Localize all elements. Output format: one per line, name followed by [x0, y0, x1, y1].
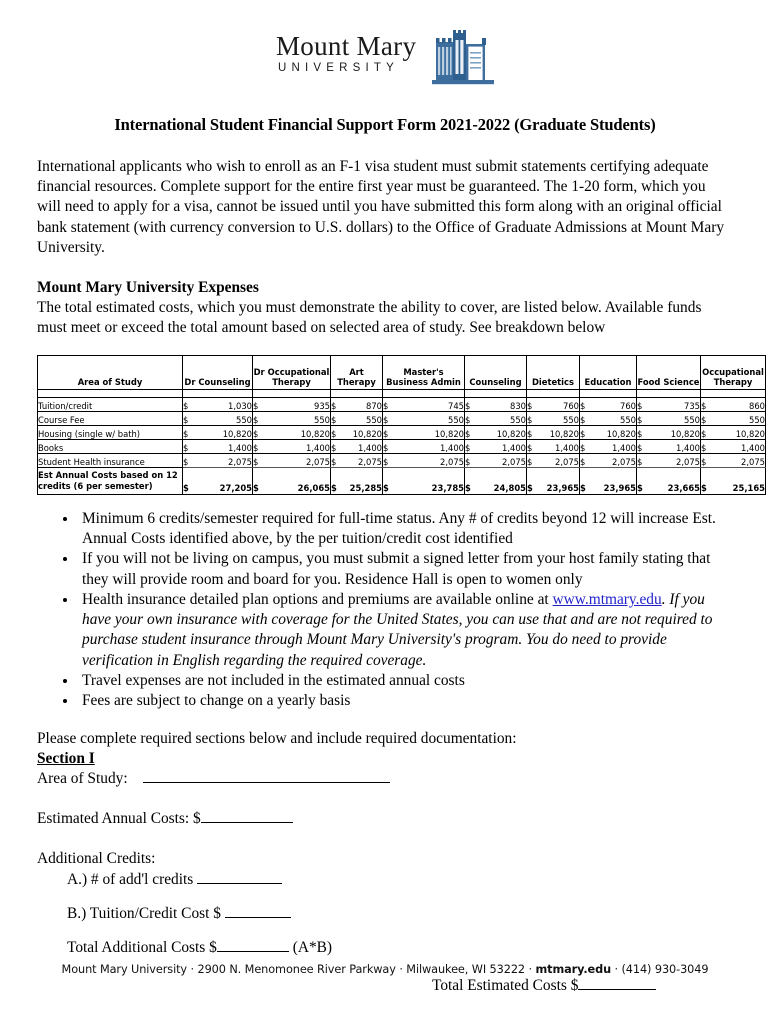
cell-tuition-education [580, 397, 637, 411]
cell-insurance-counseling [465, 453, 527, 467]
list-item: • Travel expenses are not included in the estimated annual costs [78, 671, 733, 691]
cell-value: 550 [236, 414, 252, 425]
cell-insurance-education [580, 453, 637, 467]
additional-credits-label-row [37, 849, 733, 869]
column-header-counseling: Counseling [465, 355, 527, 389]
university-tower-logo-mark [432, 30, 494, 88]
spacer-cell [527, 389, 580, 397]
currency-symbol: $ [183, 442, 189, 453]
currency-symbol: $ [527, 428, 533, 439]
currency-symbol: $ [527, 456, 533, 467]
currency-symbol: $ [331, 400, 337, 411]
cell-value: 10,820 [434, 428, 464, 439]
currency-symbol: $ [701, 400, 707, 411]
currency-symbol: $ [183, 456, 189, 467]
area-of-study-field-row [37, 769, 733, 789]
currency-symbol: $ [383, 400, 389, 411]
currency-symbol: $ [331, 482, 337, 493]
cell-coursefee-art-therapy [331, 411, 383, 425]
currency-symbol: $ [580, 456, 586, 467]
currency-symbol: $ [465, 414, 471, 425]
currency-symbol: $ [701, 442, 707, 453]
cell-value: 10,820 [606, 428, 636, 439]
list-item: • Fees are subject to change on a yearly basis [78, 691, 733, 711]
currency-symbol: $ [383, 456, 389, 467]
total-additional-costs-row [37, 938, 733, 958]
spacer-cell [331, 389, 383, 397]
cell-value: 10,820 [496, 428, 526, 439]
total-additional-formula: (A*B) [292, 939, 333, 957]
currency-symbol: $ [637, 428, 643, 439]
cell-value: 25,165 [732, 482, 765, 493]
cell-value: 10,820 [670, 428, 700, 439]
row-label-student-health-insurance: Student Health insurance [38, 453, 183, 467]
currency-symbol: $ [253, 428, 259, 439]
cell-value: 1,400 [306, 442, 330, 453]
currency-symbol: $ [183, 428, 189, 439]
cell-value: 760 [620, 400, 636, 411]
table-row [38, 439, 766, 453]
currency-symbol: $ [331, 414, 337, 425]
cell-tuition-mba [383, 397, 465, 411]
page-title: International Student Financial Support Form 2021-2022 (Graduate Students) [114, 115, 656, 134]
cell-value: 10,820 [222, 428, 252, 439]
form-instruction: Please complete required sections below and include required documentation: [37, 729, 517, 747]
footer-address-part1: Mount Mary University · 2900 N. Menomonee River Parkway · Milwaukee, WI 53222 · [61, 963, 536, 976]
total-mba [383, 467, 465, 494]
cell-coursefee-ot [701, 411, 766, 425]
currency-symbol: $ [383, 414, 389, 425]
currency-symbol: $ [580, 414, 586, 425]
cell-value: 2,075 [612, 456, 636, 467]
footer-website: mtmary.edu [535, 963, 612, 976]
column-header-food-science: Food Science [637, 355, 701, 389]
additional-credits-label: Additional Credits: [37, 850, 156, 868]
add-credits-b-input[interactable] [225, 904, 291, 918]
logo-wordmark [276, 32, 446, 75]
currency-symbol: $ [580, 442, 586, 453]
cell-insurance-dr-counseling [183, 453, 253, 467]
spacer-cell [38, 389, 183, 397]
cell-tuition-dr-counseling [183, 397, 253, 411]
expenses-description: The total estimated costs, which you must demonstrate the ability to cover, are listed below. Available funds must meet or exceed the total amount based on selected area of study. See breakdown below [37, 299, 702, 337]
cell-value: 830 [510, 400, 526, 411]
cell-housing-education [580, 425, 637, 439]
cell-value: 24,805 [493, 482, 526, 493]
area-of-study-input[interactable] [143, 769, 328, 783]
cell-value: 760 [563, 400, 579, 411]
cell-value: 735 [684, 400, 700, 411]
currency-symbol: $ [465, 456, 471, 467]
total-ot [701, 467, 766, 494]
cell-books-mba [383, 439, 465, 453]
cell-housing-art-therapy [331, 425, 383, 439]
currency-symbol: $ [637, 456, 643, 467]
cell-insurance-dietetics [527, 453, 580, 467]
expenses-heading: Mount Mary University Expenses [37, 279, 259, 297]
cell-books-dietetics [527, 439, 580, 453]
add-credits-a-label: A.) # of add'l credits [67, 870, 194, 888]
currency-symbol: $ [253, 414, 259, 425]
spacer [37, 924, 733, 938]
total-counseling [465, 467, 527, 494]
cell-books-food-science [637, 439, 701, 453]
cell-housing-food-science [637, 425, 701, 439]
currency-symbol: $ [701, 428, 707, 439]
row-label-est-annual-costs [38, 467, 183, 494]
total-label-line1: Est Annual Costs based on 12 [38, 469, 178, 480]
currency-symbol: $ [465, 400, 471, 411]
currency-symbol: $ [383, 482, 389, 493]
cell-value: 550 [749, 414, 765, 425]
cell-insurance-ot [701, 453, 766, 467]
spacer-cell [701, 389, 766, 397]
spacer-cell [253, 389, 331, 397]
total-estimated-costs-input[interactable] [578, 976, 656, 990]
logo-name-line: Mount Mary [276, 31, 417, 61]
total-label-line2: credits (6 per semester) [38, 481, 153, 492]
table-row [38, 411, 766, 425]
cell-tuition-food-science [637, 397, 701, 411]
cell-books-dr-ot [253, 439, 331, 453]
cell-insurance-mba [383, 453, 465, 467]
cell-coursefee-dr-counseling [183, 411, 253, 425]
footer-phone-part: · (414) 930-3049 [611, 963, 709, 976]
cell-value: 1,400 [741, 442, 765, 453]
column-header-masters-business-admin: Master's Business Admin [383, 355, 465, 389]
cost-table-container [37, 355, 765, 495]
cell-housing-dietetics [527, 425, 580, 439]
form-section [37, 729, 733, 997]
cell-housing-counseling [465, 425, 527, 439]
currency-symbol: $ [253, 456, 259, 467]
cell-value: 25,285 [349, 482, 382, 493]
table-row [38, 425, 766, 439]
currency-symbol: $ [637, 442, 643, 453]
cell-value: 550 [563, 414, 579, 425]
column-header-dr-occupational-therapy: Dr Occupational Therapy [253, 355, 331, 389]
area-of-study-input-ext[interactable] [328, 769, 390, 783]
currency-symbol: $ [331, 456, 337, 467]
currency-symbol: $ [527, 442, 533, 453]
cell-books-dr-counseling [183, 439, 253, 453]
health-insurance-pre-text: Health insurance detailed plan options and premiums are available online at [82, 590, 553, 608]
cell-tuition-counseling [465, 397, 527, 411]
cell-value: 10,820 [735, 428, 765, 439]
list-item: • If you will not be living on campus, you must submit a signed letter from your host family stating that they will provide room and board for you. Residence Hall is open to women only [78, 549, 733, 590]
spacer [37, 829, 733, 849]
cell-value: 1,400 [555, 442, 579, 453]
currency-symbol: $ [465, 482, 471, 493]
total-estimated-costs-row [37, 976, 733, 996]
logo-header [37, 0, 733, 88]
add-credits-b-label: B.) Tuition/Credit Cost $ [67, 904, 221, 922]
cell-value: 1,400 [440, 442, 464, 453]
currency-symbol: $ [331, 442, 337, 453]
currency-symbol: $ [580, 482, 586, 493]
add-credits-b-row [37, 904, 733, 924]
cell-value: 1,400 [228, 442, 252, 453]
cell-value: 1,400 [676, 442, 700, 453]
total-estimated-costs-label: Total Estimated Costs $ [432, 977, 579, 995]
cell-coursefee-food-science [637, 411, 701, 425]
currency-symbol: $ [527, 400, 533, 411]
cell-value: 2,075 [358, 456, 382, 467]
column-header-dietetics: Dietetics [527, 355, 580, 389]
total-food-science [637, 467, 701, 494]
cell-books-counseling [465, 439, 527, 453]
cell-tuition-ot [701, 397, 766, 411]
cell-books-education [580, 439, 637, 453]
cell-value: 860 [749, 400, 765, 411]
cell-value: 2,075 [306, 456, 330, 467]
cell-coursefee-mba [383, 411, 465, 425]
cell-value: 1,030 [228, 400, 252, 411]
mtmary-website-link[interactable]: www.mtmary.edu [552, 590, 662, 608]
cell-value: 23,785 [431, 482, 464, 493]
cell-value: 23,965 [603, 482, 636, 493]
health-insurance-post-text: . If you have your own insurance with coverage for the United States, you can use that and are not required to purchase student insurance through Mount Mary University's program. You do need to provide verification in English regarding the required coverage. [82, 590, 713, 669]
cell-value: 2,075 [676, 456, 700, 467]
currency-symbol: $ [637, 414, 643, 425]
cell-housing-mba [383, 425, 465, 439]
list-item [78, 590, 733, 671]
row-label-tuition-credit: Tuition/credit [38, 397, 183, 411]
currency-symbol: $ [580, 400, 586, 411]
spacer [37, 890, 733, 904]
cell-value: 23,665 [667, 482, 700, 493]
currency-symbol: $ [183, 400, 189, 411]
currency-symbol: $ [701, 414, 707, 425]
column-header-area-of-study: Area of Study [38, 355, 183, 389]
cell-value: 550 [620, 414, 636, 425]
list-item: • Minimum 6 credits/semester required for full-time status. Any # of credits beyond 12 will increase Est. Annual Costs identified above, by the per tuition/credit cost identified [78, 509, 733, 550]
cell-value: 550 [684, 414, 700, 425]
cell-value: 935 [314, 400, 330, 411]
currency-symbol: $ [527, 482, 533, 493]
spacer [37, 789, 733, 809]
currency-symbol: $ [331, 428, 337, 439]
currency-symbol: $ [383, 442, 389, 453]
cell-coursefee-counseling [465, 411, 527, 425]
cell-tuition-art-therapy [331, 397, 383, 411]
currency-symbol: $ [253, 442, 259, 453]
cell-value: 2,075 [440, 456, 464, 467]
currency-symbol: $ [465, 428, 471, 439]
currency-symbol: $ [183, 482, 189, 493]
column-header-dr-counseling: Dr Counseling [183, 355, 253, 389]
cell-value: 10,820 [300, 428, 330, 439]
currency-symbol: $ [383, 428, 389, 439]
cell-housing-dr-counseling [183, 425, 253, 439]
row-label-course-fee: Course Fee [38, 411, 183, 425]
cell-coursefee-dr-ot [253, 411, 331, 425]
row-label-books: Books [38, 439, 183, 453]
cell-value: 1,400 [358, 442, 382, 453]
currency-symbol: $ [253, 400, 259, 411]
estimated-annual-costs-field-row [37, 809, 733, 829]
cell-value: 550 [366, 414, 382, 425]
table-row [38, 397, 766, 411]
spacer-cell [183, 389, 253, 397]
column-header-art-therapy: Art Therapy [331, 355, 383, 389]
spacer-cell [637, 389, 701, 397]
table-total-row [38, 467, 766, 494]
column-header-occupational-therapy: Occupational Therapy [701, 355, 766, 389]
cell-value: 2,075 [228, 456, 252, 467]
cell-value: 10,820 [352, 428, 382, 439]
currency-symbol: $ [637, 482, 643, 493]
cell-value: 1,400 [612, 442, 636, 453]
cell-books-ot [701, 439, 766, 453]
cell-value: 10,820 [549, 428, 579, 439]
cell-housing-dr-ot [253, 425, 331, 439]
cell-value: 550 [510, 414, 526, 425]
cell-value: 2,075 [502, 456, 526, 467]
area-of-study-label: Area of Study: [37, 770, 128, 787]
cell-value: 550 [448, 414, 464, 425]
spacer-cell [383, 389, 465, 397]
cell-value: 2,075 [555, 456, 579, 467]
estimated-annual-costs-input[interactable] [201, 809, 293, 823]
table-row [38, 453, 766, 467]
cell-insurance-dr-ot [253, 453, 331, 467]
total-education [580, 467, 637, 494]
section-one-label-wrap [37, 749, 733, 769]
column-header-education: Education [580, 355, 637, 389]
cell-tuition-dietetics [527, 397, 580, 411]
cell-insurance-food-science [637, 453, 701, 467]
cell-value: 23,965 [546, 482, 579, 493]
total-additional-costs-input[interactable] [217, 938, 289, 952]
add-credits-a-row [37, 870, 733, 890]
total-dr-ot [253, 467, 331, 494]
page-footer [0, 963, 770, 976]
cell-value: 745 [448, 400, 464, 411]
cell-insurance-art-therapy [331, 453, 383, 467]
total-additional-costs-label: Total Additional Costs $ [67, 939, 217, 957]
cell-value: 26,065 [297, 482, 330, 493]
mount-mary-university-logo [276, 30, 494, 88]
notes-bullet-list [37, 509, 733, 712]
currency-symbol: $ [637, 400, 643, 411]
table-spacer-row [38, 389, 766, 397]
spacer-cell [465, 389, 527, 397]
currency-symbol: $ [701, 482, 707, 493]
currency-symbol: $ [701, 456, 707, 467]
table-header-row [38, 355, 766, 389]
cell-tuition-dr-ot [253, 397, 331, 411]
total-dr-counseling [183, 467, 253, 494]
estimated-costs-table [37, 355, 766, 495]
add-credits-a-input[interactable] [197, 870, 282, 884]
row-label-housing: Housing (single w/ bath) [38, 425, 183, 439]
currency-symbol: $ [465, 442, 471, 453]
cell-housing-ot [701, 425, 766, 439]
cell-value: 2,075 [741, 456, 765, 467]
cell-coursefee-dietetics [527, 411, 580, 425]
estimated-annual-costs-label: Estimated Annual Costs: $ [37, 810, 201, 828]
cell-value: 1,400 [502, 442, 526, 453]
total-dietetics [527, 467, 580, 494]
currency-symbol: $ [183, 414, 189, 425]
section-one-label: Section I [37, 749, 95, 767]
spacer-cell [580, 389, 637, 397]
currency-symbol: $ [527, 414, 533, 425]
currency-symbol: $ [580, 428, 586, 439]
logo-sub-line: UNIVERSITY [278, 62, 400, 74]
cell-value: 870 [366, 400, 382, 411]
cell-value: 550 [314, 414, 330, 425]
currency-symbol: $ [253, 482, 259, 493]
intro-paragraph: International applicants who wish to enroll as an F-1 visa student must submit statements certifying adequate financial resources. Complete support for the entire first year must be guaranteed. The 1-20 form, which you will need to apply for a visa, cannot be issued until you have submitted this form along with an original official bank statement (with currency conversion to U.S. dollars) to the Office of Graduate Admissions at Mount Mary University. [37, 158, 725, 256]
cell-coursefee-education [580, 411, 637, 425]
cell-books-art-therapy [331, 439, 383, 453]
total-art-therapy [331, 467, 383, 494]
cell-value: 27,205 [219, 482, 252, 493]
